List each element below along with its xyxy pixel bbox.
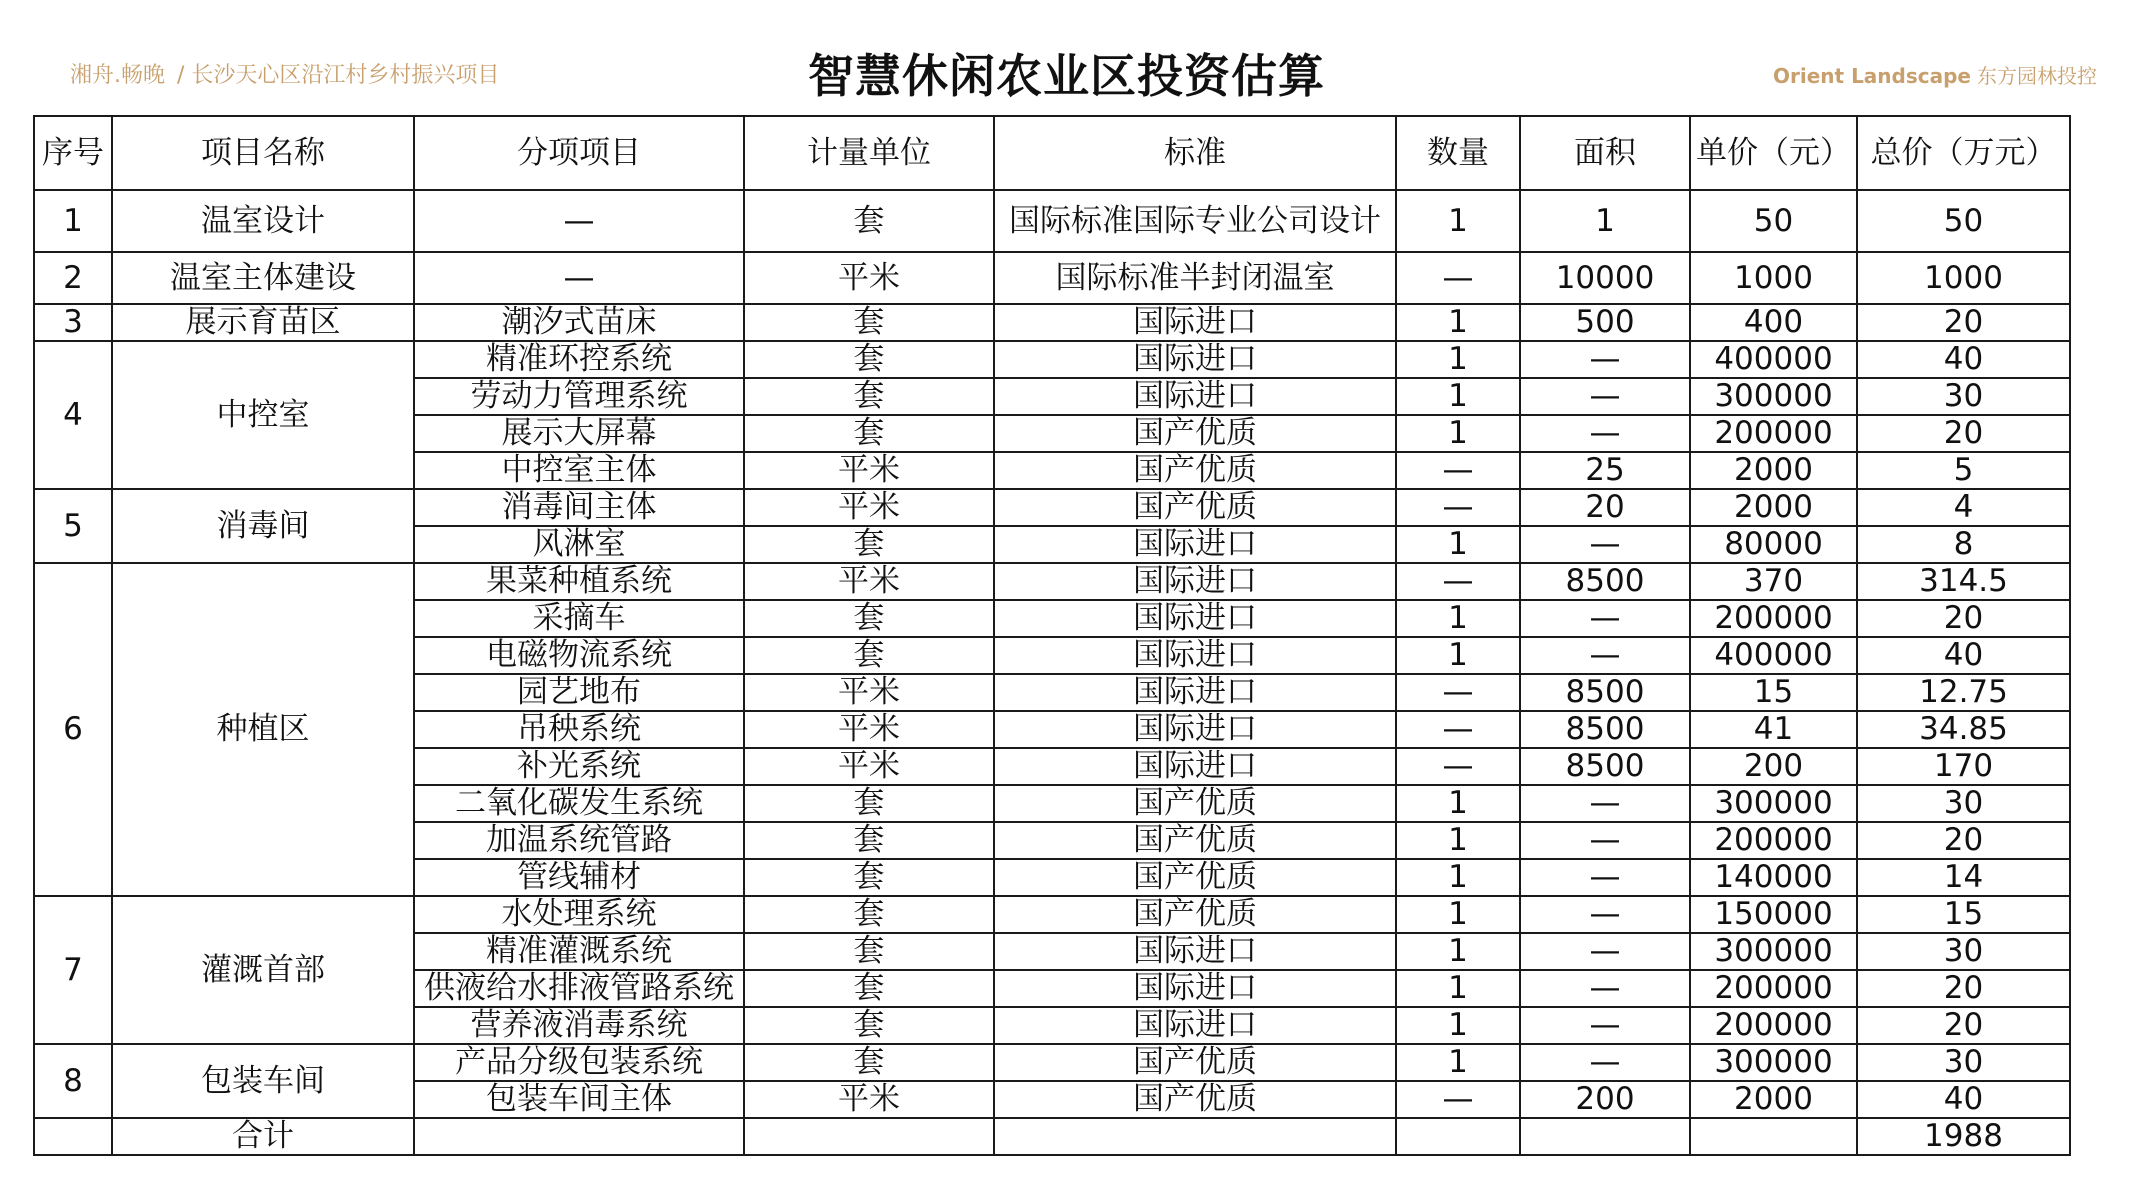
unit-price-cell: 200	[1690, 748, 1857, 785]
table-header-row	[34, 116, 2070, 190]
sub-item-cell: 加温系统管路	[414, 822, 744, 859]
quantity-cell: 1	[1396, 415, 1520, 452]
page-title: 智慧休闲农业区投资估算	[808, 49, 1325, 103]
unit-price-cell: 200000	[1690, 970, 1857, 1007]
total-row-number-cell	[34, 1118, 112, 1155]
brand-name: 湘舟.畅晚	[70, 63, 165, 88]
quantity-cell: —	[1396, 1081, 1520, 1118]
area-cell: —	[1520, 600, 1690, 637]
unit-price-cell: 300000	[1690, 1044, 1857, 1081]
area-cell: 200	[1520, 1081, 1690, 1118]
column-header: 单价（元）	[1690, 116, 1857, 190]
unit-price-cell: 370	[1690, 563, 1857, 600]
sub-item-cell: —	[414, 190, 744, 252]
area-cell: —	[1520, 526, 1690, 563]
unit-cell: 套	[744, 970, 994, 1007]
total-label-cell: 合计	[112, 1118, 414, 1155]
total-price-cell: 30	[1857, 378, 2070, 415]
sub-item-cell: —	[414, 252, 744, 304]
area-cell: 10000	[1520, 252, 1690, 304]
area-cell: 20	[1520, 489, 1690, 526]
sub-item-cell: 潮汐式苗床	[414, 304, 744, 341]
total-empty-cell	[994, 1118, 1396, 1155]
row-number-cell: 8	[34, 1044, 112, 1118]
table-row	[34, 563, 2070, 600]
standard-cell: 国产优质	[994, 785, 1396, 822]
column-header: 序号	[34, 116, 112, 190]
table-row	[34, 190, 2070, 252]
unit-price-cell: 200000	[1690, 822, 1857, 859]
sub-item-cell: 补光系统	[414, 748, 744, 785]
standard-cell: 国际标准国际专业公司设计	[994, 190, 1396, 252]
unit-price-cell: 41	[1690, 711, 1857, 748]
unit-price-cell: 2000	[1690, 452, 1857, 489]
unit-price-cell: 2000	[1690, 1081, 1857, 1118]
total-price-cell: 14	[1857, 859, 2070, 896]
unit-cell: 套	[744, 785, 994, 822]
column-header: 总价（万元）	[1857, 116, 2070, 190]
quantity-cell: 1	[1396, 1007, 1520, 1044]
column-header: 面积	[1520, 116, 1690, 190]
standard-cell: 国产优质	[994, 822, 1396, 859]
quantity-cell: —	[1396, 489, 1520, 526]
project-name-cell: 展示育苗区	[112, 304, 414, 341]
total-price-cell: 34.85	[1857, 711, 2070, 748]
quantity-cell: 1	[1396, 341, 1520, 378]
sub-item-cell: 消毒间主体	[414, 489, 744, 526]
total-price-cell: 30	[1857, 933, 2070, 970]
standard-cell: 国产优质	[994, 415, 1396, 452]
quantity-cell: 1	[1396, 822, 1520, 859]
quantity-cell: 1	[1396, 190, 1520, 252]
standard-cell: 国际进口	[994, 674, 1396, 711]
standard-cell: 国产优质	[994, 1044, 1396, 1081]
standard-cell: 国产优质	[994, 452, 1396, 489]
quantity-cell: —	[1396, 674, 1520, 711]
area-cell: 1	[1520, 190, 1690, 252]
total-price-cell: 30	[1857, 1044, 2070, 1081]
total-row	[34, 1118, 2070, 1155]
unit-cell: 套	[744, 415, 994, 452]
quantity-cell: 1	[1396, 526, 1520, 563]
total-price-cell: 15	[1857, 896, 2070, 933]
standard-cell: 国产优质	[994, 489, 1396, 526]
total-price-cell: 314.5	[1857, 563, 2070, 600]
company-name-en: Orient Landscape	[1773, 64, 1971, 88]
total-price-cell: 20	[1857, 970, 2070, 1007]
unit-cell: 平米	[744, 674, 994, 711]
area-cell: 8500	[1520, 748, 1690, 785]
project-name-cell: 温室主体建设	[112, 252, 414, 304]
unit-cell: 套	[744, 341, 994, 378]
area-cell: —	[1520, 822, 1690, 859]
unit-price-cell: 200000	[1690, 600, 1857, 637]
total-price-cell: 20	[1857, 822, 2070, 859]
row-number-cell: 1	[34, 190, 112, 252]
standard-cell: 国际进口	[994, 933, 1396, 970]
unit-cell: 套	[744, 822, 994, 859]
area-cell: —	[1520, 637, 1690, 674]
sub-item-cell: 采摘车	[414, 600, 744, 637]
unit-cell: 套	[744, 933, 994, 970]
project-name: / 长沙天心区沿江村乡村振兴项目	[177, 63, 500, 88]
area-cell: —	[1520, 1044, 1690, 1081]
area-cell: —	[1520, 1007, 1690, 1044]
area-cell: 8500	[1520, 711, 1690, 748]
total-price-cell: 12.75	[1857, 674, 2070, 711]
quantity-cell: 1	[1396, 304, 1520, 341]
quantity-cell: 1	[1396, 785, 1520, 822]
quantity-cell: —	[1396, 452, 1520, 489]
standard-cell: 国产优质	[994, 1081, 1396, 1118]
standard-cell: 国际进口	[994, 526, 1396, 563]
column-header: 项目名称	[112, 116, 414, 190]
unit-price-cell: 300000	[1690, 785, 1857, 822]
area-cell: 25	[1520, 452, 1690, 489]
unit-price-cell: 300000	[1690, 933, 1857, 970]
standard-cell: 国产优质	[994, 859, 1396, 896]
project-name-cell: 消毒间	[112, 489, 414, 563]
quantity-cell: 1	[1396, 933, 1520, 970]
total-price-cell: 20	[1857, 1007, 2070, 1044]
unit-cell: 平米	[744, 748, 994, 785]
standard-cell: 国际进口	[994, 748, 1396, 785]
quantity-cell: 1	[1396, 378, 1520, 415]
table-body	[34, 190, 2070, 1155]
unit-cell: 套	[744, 859, 994, 896]
project-name-cell: 种植区	[112, 563, 414, 896]
total-price-cell: 40	[1857, 1081, 2070, 1118]
unit-cell: 套	[744, 1044, 994, 1081]
unit-price-cell: 400000	[1690, 341, 1857, 378]
area-cell: —	[1520, 970, 1690, 1007]
unit-cell: 套	[744, 304, 994, 341]
company-name-cn: 东方园林投控	[1977, 64, 2097, 88]
total-price-cell: 30	[1857, 785, 2070, 822]
standard-cell: 国产优质	[994, 896, 1396, 933]
unit-cell: 套	[744, 378, 994, 415]
sub-item-cell: 营养液消毒系统	[414, 1007, 744, 1044]
quantity-cell: 1	[1396, 1044, 1520, 1081]
unit-cell: 套	[744, 637, 994, 674]
sub-item-cell: 二氧化碳发生系统	[414, 785, 744, 822]
table-row	[34, 341, 2070, 378]
investment-table	[33, 115, 2071, 1156]
total-price-cell: 20	[1857, 304, 2070, 341]
column-header: 分项项目	[414, 116, 744, 190]
total-empty-cell	[1396, 1118, 1520, 1155]
area-cell: —	[1520, 933, 1690, 970]
sub-item-cell: 电磁物流系统	[414, 637, 744, 674]
unit-price-cell: 400000	[1690, 637, 1857, 674]
grand-total-cell: 1988	[1857, 1118, 2070, 1155]
standard-cell: 国际进口	[994, 1007, 1396, 1044]
sub-item-cell: 包装车间主体	[414, 1081, 744, 1118]
total-empty-cell	[1690, 1118, 1857, 1155]
area-cell: —	[1520, 415, 1690, 452]
quantity-cell: 1	[1396, 859, 1520, 896]
row-number-cell: 5	[34, 489, 112, 563]
sub-item-cell: 产品分级包装系统	[414, 1044, 744, 1081]
project-name-cell: 包装车间	[112, 1044, 414, 1118]
quantity-cell: —	[1396, 748, 1520, 785]
unit-cell: 平米	[744, 452, 994, 489]
column-header: 数量	[1396, 116, 1520, 190]
unit-cell: 平米	[744, 563, 994, 600]
unit-price-cell: 200000	[1690, 1007, 1857, 1044]
unit-price-cell: 200000	[1690, 415, 1857, 452]
unit-cell: 平米	[744, 1081, 994, 1118]
table-row	[34, 252, 2070, 304]
area-cell: —	[1520, 378, 1690, 415]
total-price-cell: 8	[1857, 526, 2070, 563]
sub-item-cell: 展示大屏幕	[414, 415, 744, 452]
row-number-cell: 7	[34, 896, 112, 1044]
project-name-cell: 灌溉首部	[112, 896, 414, 1044]
total-price-cell: 20	[1857, 600, 2070, 637]
standard-cell: 国际进口	[994, 711, 1396, 748]
unit-cell: 平米	[744, 711, 994, 748]
unit-price-cell: 50	[1690, 190, 1857, 252]
standard-cell: 国际进口	[994, 563, 1396, 600]
unit-price-cell: 2000	[1690, 489, 1857, 526]
row-number-cell: 6	[34, 563, 112, 896]
column-header: 标准	[994, 116, 1396, 190]
sub-item-cell: 管线辅材	[414, 859, 744, 896]
quantity-cell: 1	[1396, 637, 1520, 674]
total-price-cell: 4	[1857, 489, 2070, 526]
unit-price-cell: 80000	[1690, 526, 1857, 563]
quantity-cell: —	[1396, 711, 1520, 748]
standard-cell: 国际标准半封闭温室	[994, 252, 1396, 304]
sub-item-cell: 精准灌溉系统	[414, 933, 744, 970]
table-row	[34, 896, 2070, 933]
unit-cell: 套	[744, 896, 994, 933]
unit-cell: 套	[744, 526, 994, 563]
company-logo-text	[1773, 60, 2097, 89]
quantity-cell: 1	[1396, 970, 1520, 1007]
unit-price-cell: 15	[1690, 674, 1857, 711]
sub-item-cell: 精准环控系统	[414, 341, 744, 378]
unit-price-cell: 150000	[1690, 896, 1857, 933]
area-cell: 8500	[1520, 563, 1690, 600]
unit-price-cell: 140000	[1690, 859, 1857, 896]
table-row	[34, 1044, 2070, 1081]
sub-item-cell: 风淋室	[414, 526, 744, 563]
row-number-cell: 3	[34, 304, 112, 341]
sub-item-cell: 园艺地布	[414, 674, 744, 711]
unit-cell: 套	[744, 1007, 994, 1044]
unit-cell: 平米	[744, 489, 994, 526]
project-name-cell: 中控室	[112, 341, 414, 489]
total-price-cell: 40	[1857, 637, 2070, 674]
total-price-cell: 40	[1857, 341, 2070, 378]
quantity-cell: —	[1396, 563, 1520, 600]
unit-price-cell: 300000	[1690, 378, 1857, 415]
area-cell: —	[1520, 341, 1690, 378]
standard-cell: 国际进口	[994, 637, 1396, 674]
total-empty-cell	[1520, 1118, 1690, 1155]
sub-item-cell: 吊秧系统	[414, 711, 744, 748]
standard-cell: 国际进口	[994, 970, 1396, 1007]
unit-cell: 套	[744, 600, 994, 637]
quantity-cell: —	[1396, 252, 1520, 304]
quantity-cell: 1	[1396, 600, 1520, 637]
area-cell: —	[1520, 896, 1690, 933]
total-empty-cell	[414, 1118, 744, 1155]
column-header: 计量单位	[744, 116, 994, 190]
area-cell: —	[1520, 785, 1690, 822]
quantity-cell: 1	[1396, 896, 1520, 933]
standard-cell: 国际进口	[994, 341, 1396, 378]
row-number-cell: 4	[34, 341, 112, 489]
table-row	[34, 489, 2070, 526]
table-row	[34, 304, 2070, 341]
row-number-cell: 2	[34, 252, 112, 304]
project-name-cell: 温室设计	[112, 190, 414, 252]
unit-cell: 平米	[744, 252, 994, 304]
sub-item-cell: 劳动力管理系统	[414, 378, 744, 415]
sub-item-cell: 水处理系统	[414, 896, 744, 933]
standard-cell: 国际进口	[994, 600, 1396, 637]
total-price-cell: 1000	[1857, 252, 2070, 304]
sub-item-cell: 果菜种植系统	[414, 563, 744, 600]
unit-cell: 套	[744, 190, 994, 252]
total-price-cell: 170	[1857, 748, 2070, 785]
area-cell: 500	[1520, 304, 1690, 341]
total-price-cell: 5	[1857, 452, 2070, 489]
area-cell: 8500	[1520, 674, 1690, 711]
unit-price-cell: 400	[1690, 304, 1857, 341]
sub-item-cell: 中控室主体	[414, 452, 744, 489]
unit-price-cell: 1000	[1690, 252, 1857, 304]
total-empty-cell	[744, 1118, 994, 1155]
total-price-cell: 50	[1857, 190, 2070, 252]
standard-cell: 国际进口	[994, 378, 1396, 415]
area-cell: —	[1520, 859, 1690, 896]
sub-item-cell: 供液给水排液管路系统	[414, 970, 744, 1007]
total-price-cell: 20	[1857, 415, 2070, 452]
standard-cell: 国际进口	[994, 304, 1396, 341]
